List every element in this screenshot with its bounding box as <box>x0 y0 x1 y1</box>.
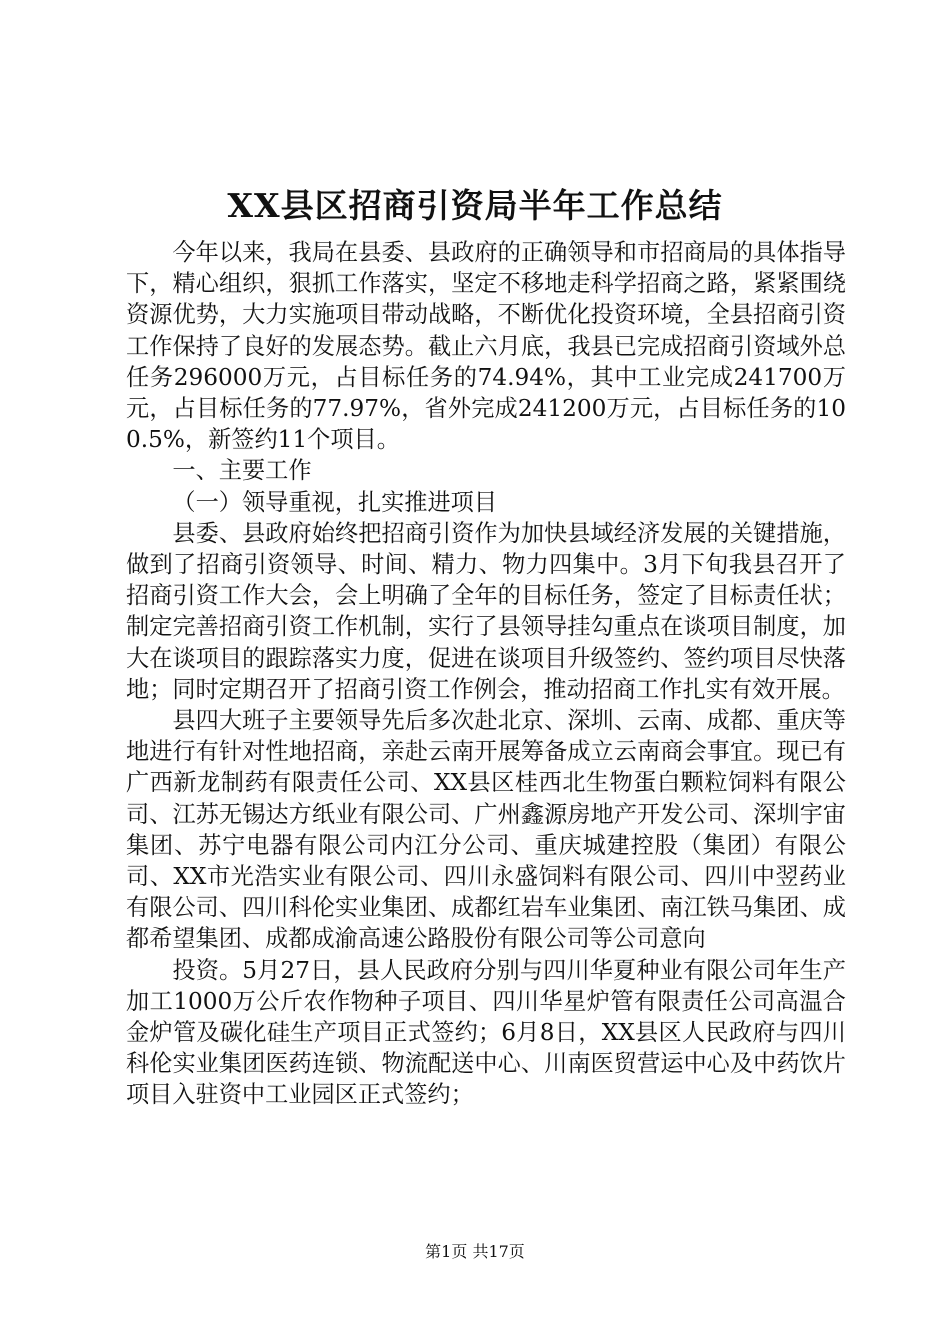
page-footer: 第1页 共17页 <box>425 1242 525 1261</box>
document-title: XX县区招商引资局半年工作总结 <box>227 186 723 225</box>
paragraph-signed-projects: 投资。5月27日，县人民政府分别与四川华夏种业有限公司年生产加工1000万公斤农作物种子项目、四川华星炉管有限责任公司高温合金炉管及碳化硅生产项目正式签约；6月8日，XX县区人民政府与四川科伦实业集团医药连锁、物流配送中心、川南医贸营运中心及中药饮片项目入驻资中工业园区正式签约； <box>126 956 846 1109</box>
document-body <box>126 237 846 1111</box>
paragraph-intro: 今年以来，我局在县委、县政府的正确领导和市招商局的具体指导下，精心组织，狠抓工作落实，坚定不移地走科学招商之路，紧紧围绕资源优势，大力实施项目带动战略，不断优化投资环境，全县招商引资工作保持了良好的发展态势。截止六月底，我县已完成招商引资域外总任务296000万元，占目标任务的74.94%，其中工业完成241700万元，占目标任务的77.97%，省外完成241200万元，占目标任务的100.5%，新签约11个项目。 <box>126 239 846 454</box>
paragraph-leadership-measures: 县委、县政府始终把招商引资作为加快县域经济发展的关键措施，做到了招商引资领导、时间、精力、物力四集中。3月下旬我县召开了招商引资工作大会，会上明确了全年的目标任务，签定了目标责任状；制定完善招商引资工作机制，实行了县领导挂勾重点在谈项目制度，加大在谈项目的跟踪落实力度，促进在谈项目升级签约、签约项目尽快落地；同时定期召开了招商引资工作例会，推动招商工作扎实有效开展。 <box>126 519 846 703</box>
subsection-heading-leadership: （一）领导重视，扎实推进项目 <box>172 488 498 516</box>
section-heading-main-work: 一、主要工作 <box>172 457 312 485</box>
paragraph-investment-trips: 县四大班子主要领导先后多次赴北京、深圳、云南、成都、重庆等地进行有针对性地招商，亲赴云南开展筹备成立云南商会事宜。现已有广西新龙制药有限责任公司、XX县区桂西北生物蛋白颗粒饲料有限公司、江苏无锡达方纸业有限公司、广州鑫源房地产开发公司、深圳宇宙集团、苏宁电器有限公司内江分公司、重庆城建控股（集团）有限公司、XX市光浩实业有限公司、四川永盛饲料有限公司、四川中翌药业有限公司、四川科伦实业集团、成都红岩车业集团、南江铁马集团、成都希望集团、成都成渝高速公路股份有限公司等公司意向 <box>126 707 846 953</box>
